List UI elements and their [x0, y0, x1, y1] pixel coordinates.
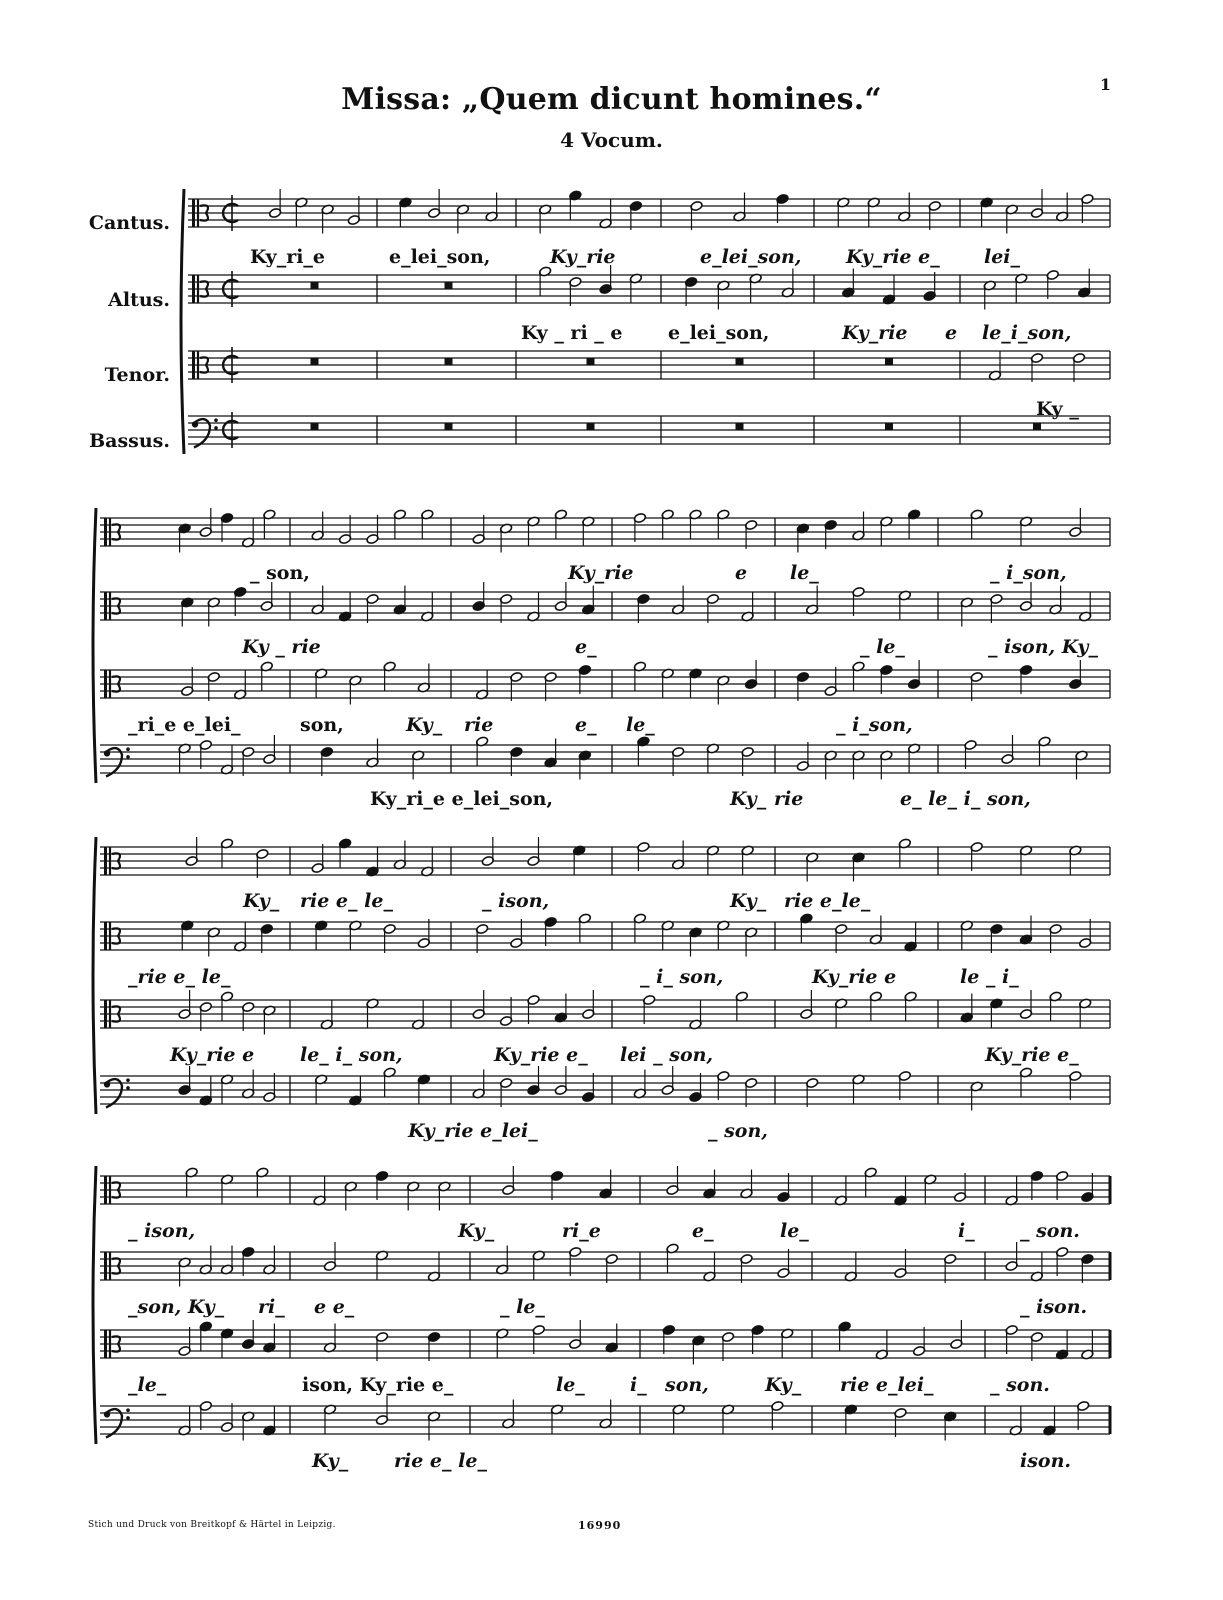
- lyric: _ i_son,: [990, 562, 1067, 584]
- lyric: Ky_rie e: [170, 1044, 255, 1066]
- whole-rest-icon: [736, 358, 744, 365]
- lyric: rie e_lei_: [840, 1374, 934, 1396]
- lyric: e_lei_son,: [668, 322, 770, 344]
- system-bracket: [93, 508, 96, 783]
- page-title: Missa: „Quem dicunt homines.“: [341, 82, 882, 117]
- whole-rest-icon: [445, 358, 453, 365]
- f-clef-icon: [126, 755, 130, 759]
- f-clef-icon: [126, 1416, 130, 1420]
- lyric: e e_: [314, 1296, 355, 1318]
- whole-rest-icon: [445, 282, 453, 289]
- f-clef-icon: [126, 747, 130, 751]
- c-clef-icon: [104, 518, 107, 546]
- page-number: 1: [1099, 75, 1111, 94]
- c-clef-icon: [104, 670, 107, 698]
- lyric: i_: [630, 1374, 647, 1396]
- lyric: son,: [665, 1374, 709, 1396]
- lyric: Ky_ri_e e_lei_son,: [370, 788, 554, 810]
- lyric: Ky_: [765, 1374, 802, 1396]
- lyric: le_: [626, 714, 655, 736]
- lyric: rie: [464, 714, 494, 736]
- lyric: _ ison, Ky_: [988, 636, 1098, 658]
- lyric: lei_: [984, 246, 1021, 268]
- c-clef-icon: [192, 275, 195, 303]
- lyric: rie e_ le_: [300, 890, 393, 912]
- lyric: _le_: [128, 1374, 167, 1396]
- c-clef-icon: [104, 922, 107, 950]
- f-clef-icon: [214, 418, 218, 422]
- lyric: i_: [958, 1220, 975, 1242]
- voice-label-bassus: Bassus.: [89, 430, 170, 452]
- voice-label-tenor: Tenor.: [104, 364, 170, 386]
- lyric: e_: [575, 714, 597, 736]
- c-clef-icon: [104, 1252, 107, 1280]
- lyric: e_: [692, 1220, 714, 1242]
- lyric: e_ le_ i_ son,: [900, 788, 1031, 810]
- lyric: _ son.: [1020, 1220, 1080, 1242]
- whole-rest-icon: [1033, 423, 1041, 430]
- lyric: Ky_rie e: [812, 966, 897, 988]
- f-clef-icon: [104, 1411, 110, 1417]
- f-clef-icon: [214, 426, 218, 430]
- page-subtitle: 4 Vocum.: [560, 128, 663, 152]
- lyric: lei _ son,: [620, 1044, 714, 1066]
- lyric: ison.: [1020, 1450, 1072, 1472]
- voice-label-altus: Altus.: [108, 289, 170, 311]
- lyric: le_i_son,: [982, 322, 1072, 344]
- lyric: _ ison,: [128, 1220, 196, 1242]
- system-bracket: [93, 1166, 96, 1444]
- lyric: le_: [780, 1220, 809, 1242]
- lyric: Ky_: [458, 1220, 495, 1242]
- system-bracket: [93, 837, 96, 1114]
- system-bracket: [181, 189, 184, 454]
- lyric: e_: [575, 636, 597, 658]
- lyric: _ son,: [250, 562, 310, 584]
- c-clef-icon: [104, 1330, 107, 1358]
- lyric: _ son,: [708, 1120, 768, 1142]
- lyric: Ky _ ri _ e: [521, 322, 623, 344]
- lyric: e_lei_son,: [700, 246, 802, 268]
- lyric: Ky_rie e_: [846, 246, 940, 268]
- c-clef-icon: [192, 351, 195, 379]
- lyric: Ky_rie: [842, 322, 908, 344]
- c-clef-icon: [104, 1000, 107, 1028]
- lyric: _ i_ son,: [640, 966, 724, 988]
- lyric: Ky_ri_e: [250, 246, 326, 268]
- lyric: Ky_: [730, 890, 767, 912]
- lyric: _ i_son,: [836, 714, 913, 736]
- lyric: rie e_le_: [784, 890, 871, 912]
- lyric: _ le_: [860, 636, 905, 658]
- imprint: Stich und Druck von Breitkopf & Härtel in Leipzig.: [88, 1520, 336, 1530]
- lyric: Ky_: [243, 890, 280, 912]
- lyric: _ri_e e_lei_: [128, 714, 241, 736]
- lyric: ri_e: [562, 1220, 601, 1242]
- voice-label-cantus: Cantus.: [88, 212, 170, 234]
- lyric: e_lei_son,: [389, 246, 491, 268]
- whole-rest-icon: [885, 358, 893, 365]
- c-clef-icon: [104, 1176, 107, 1204]
- lyric: rie: [774, 788, 804, 810]
- lyric: Ky_rie e_: [494, 1044, 588, 1066]
- lyric: Ky_: [730, 788, 767, 810]
- lyric: le_: [556, 1374, 585, 1396]
- whole-rest-icon: [736, 423, 744, 430]
- lyric: Ky_: [406, 714, 443, 736]
- f-clef-icon: [126, 1078, 130, 1082]
- lyric: le_: [790, 562, 819, 584]
- lyric: _ son.: [990, 1374, 1050, 1396]
- f-clef-icon: [126, 1086, 130, 1090]
- lyric: e: [945, 322, 958, 344]
- whole-rest-icon: [311, 282, 319, 289]
- lyric: rie e_ le_: [394, 1450, 487, 1472]
- plate-number: 16990: [578, 1519, 622, 1532]
- f-clef-icon: [192, 421, 198, 427]
- lyric: e: [735, 562, 748, 584]
- lyric: _son, Ky_: [128, 1296, 225, 1318]
- lyric: _ ison.: [1020, 1296, 1088, 1318]
- whole-rest-icon: [311, 423, 319, 430]
- whole-rest-icon: [587, 423, 595, 430]
- f-clef-icon: [104, 1081, 110, 1087]
- f-clef-icon: [126, 1408, 130, 1412]
- lyric: Ky_rie e_lei_: [408, 1120, 538, 1142]
- lyric: Ky_rie: [550, 246, 616, 268]
- whole-rest-icon: [311, 358, 319, 365]
- lyric: Ky _: [1036, 398, 1079, 420]
- whole-rest-icon: [885, 423, 893, 430]
- c-clef-icon: [104, 592, 107, 620]
- lyric: son,: [300, 714, 344, 736]
- lyric: le _ i_: [960, 966, 1019, 988]
- lyric: ison, Ky_rie e_: [302, 1374, 454, 1396]
- lyric: Ky _ rie: [242, 636, 321, 658]
- lyric: _ ison,: [482, 890, 550, 912]
- c-clef-icon: [192, 199, 195, 227]
- f-clef-icon: [104, 750, 110, 756]
- lyric: ri_: [258, 1296, 285, 1318]
- c-clef-icon: [104, 847, 107, 875]
- lyric: Ky_rie: [568, 562, 634, 584]
- whole-rest-icon: [587, 358, 595, 365]
- whole-rest-icon: [445, 423, 453, 430]
- lyric: _rie e_ le_: [128, 966, 231, 988]
- lyric: le_ i_ son,: [300, 1044, 403, 1066]
- lyric: Ky_: [312, 1450, 349, 1472]
- lyric: _ le_: [500, 1296, 545, 1318]
- lyric: Ky_rie e_: [985, 1044, 1079, 1066]
